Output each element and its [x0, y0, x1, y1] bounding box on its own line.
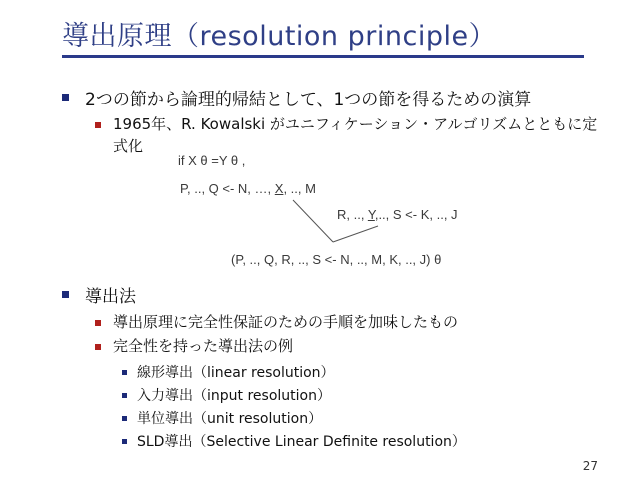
- bullet-text-kowalski-line2: 式化: [113, 137, 144, 155]
- bullet-text-examples: 完全性を持った導出法の例: [113, 337, 294, 355]
- clause2-prefix: R, ..,: [337, 207, 368, 222]
- sub-bullet-icon: [95, 320, 101, 326]
- example-unit: 単位導出（unit resolution）: [137, 411, 323, 427]
- example-linear: 線形導出（linear resolution）: [137, 365, 335, 381]
- clause1-prefix: P, .., Q <- N, …,: [180, 181, 275, 196]
- clause2-suffix: ,.., S <- K, .., J: [374, 207, 458, 222]
- clause2-y-underlined: Y: [367, 207, 375, 222]
- clause1-x-underlined: X: [274, 181, 284, 196]
- example-sld: SLD導出（Selective Linear Definite resolution）: [137, 434, 466, 450]
- example-input: 入力導出（input resolution）: [137, 388, 331, 404]
- figure-condition: if X θ =Y θ ,: [178, 153, 246, 168]
- clause1-suffix: , .., M: [283, 181, 316, 196]
- figure-resolvent: (P, .., Q, R, .., S <- N, .., M, K, .., J) θ: [231, 252, 442, 267]
- line-from-y: [333, 226, 378, 242]
- sub-bullet-icon: [95, 344, 101, 350]
- bullet-icon: [122, 393, 127, 398]
- page-number: 27: [582, 459, 598, 473]
- bullet-icon: [122, 439, 127, 444]
- slide-title: 導出原理（resolution principle）: [62, 21, 497, 52]
- bullet-text-resolution-definition: 2つの節から論理的帰結として、1つの節を得るための演算: [85, 90, 532, 110]
- bullet-text-completeness: 導出原理に完全性保証のための手順を加味したもの: [113, 313, 459, 331]
- bullet-icon: [122, 370, 127, 375]
- bullet-icon: [62, 291, 69, 298]
- bullet-text-method: 導出法: [85, 287, 136, 307]
- line-from-x: [293, 200, 333, 242]
- bullet-text-kowalski-line1: 1965年、R. Kowalski がユニフィケーション・アルゴリズムとともに定: [113, 115, 598, 133]
- bullet-icon: [122, 416, 127, 421]
